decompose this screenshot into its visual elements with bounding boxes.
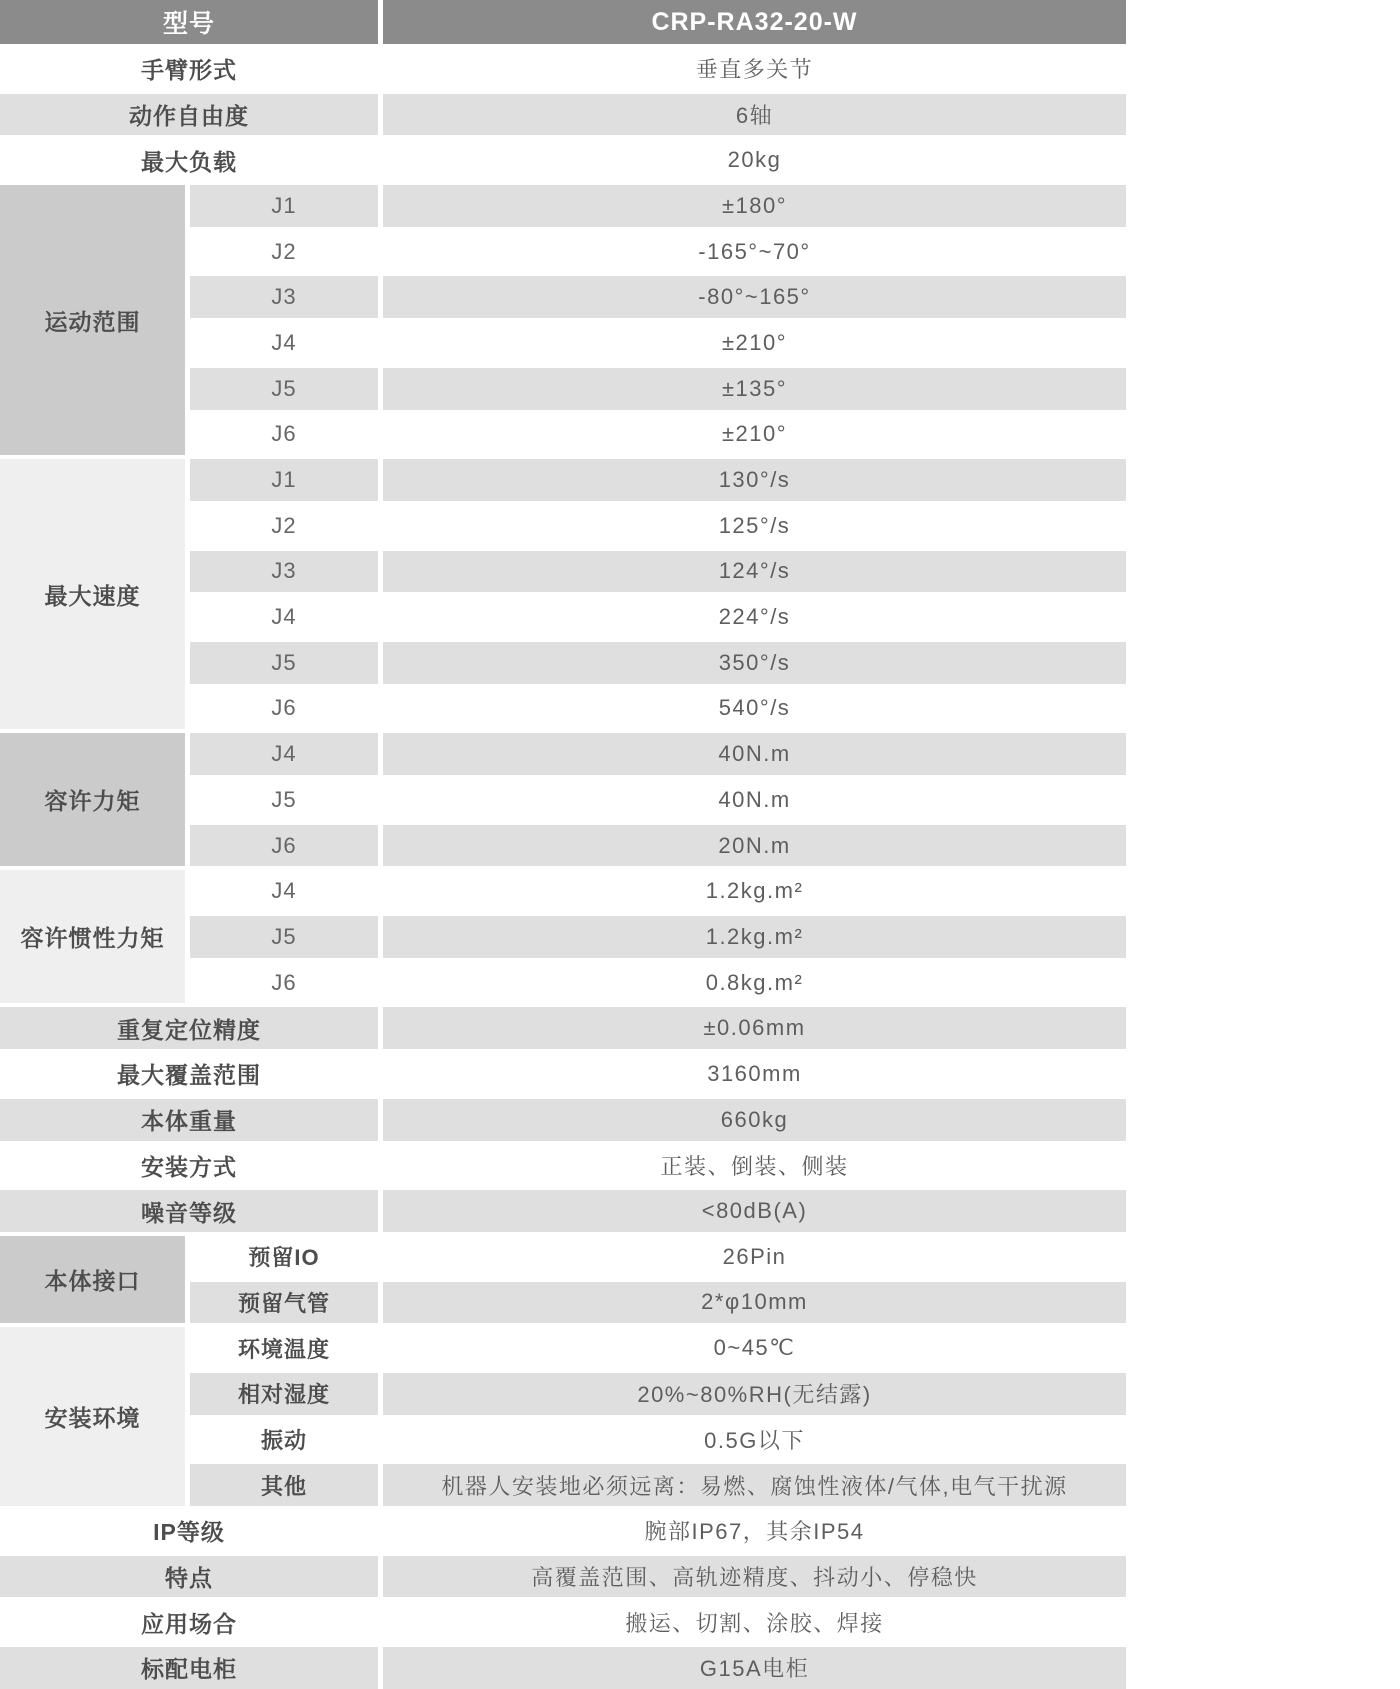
row-value: 20%~80%RH(无结露) [383,1373,1126,1415]
row-sublabel: J5 [190,368,378,410]
row-value: 130°/s [383,459,1126,501]
row-value: 40N.m [383,733,1126,775]
row-sublabel: J5 [271,786,297,812]
row-value: 正装、倒装、侧装 [660,1153,849,1179]
row-sublabel: J4 [271,604,297,630]
row-value: 125°/s [718,512,791,538]
row-value: ±210° [721,421,788,447]
row-value: ±135° [383,368,1126,410]
row-sublabel: J3 [190,276,378,318]
row-label: 安装方式 [141,1153,237,1180]
row-value: 0.8kg.m² [705,969,804,995]
group-label-install-env: 安装环境 [0,1327,185,1506]
row-sublabel: 环境温度 [237,1336,330,1362]
row-value: 1.2kg.m² [705,878,804,904]
row-value: 540°/s [718,695,791,721]
row-sublabel: J3 [190,551,378,593]
row-sublabel: J6 [271,969,297,995]
row-value: 腕部IP67，其余IP54 [644,1519,865,1545]
row-value: 224°/s [718,604,791,630]
row-sublabel: J5 [190,642,378,684]
group-label-body-interface: 本体接口 [0,1236,185,1323]
row-label: 动作自由度 [0,94,378,136]
row-value: 1.2kg.m² [383,916,1126,958]
row-sublabel: 相对湿度 [190,1373,378,1415]
group-label-allowable-torque: 容许力矩 [0,733,185,866]
row-sublabel: J5 [190,916,378,958]
header-model-label: 型号 [0,0,378,44]
row-value: 0.5G以下 [704,1427,805,1453]
header-model-value: CRP-RA32-20-W [383,0,1126,44]
row-label: 重复定位精度 [0,1007,378,1049]
row-value: 搬运、切割、涂胶、焊接 [625,1610,884,1636]
row-value: 26Pin [722,1243,787,1269]
row-value: <80dB(A) [383,1190,1126,1232]
row-sublabel: J4 [271,878,297,904]
row-sublabel: J1 [190,185,378,227]
row-sublabel: 预留气管 [190,1282,378,1324]
row-value: 垂直多关节 [695,57,814,83]
row-value: -80°~165° [383,276,1126,318]
row-sublabel: 振动 [260,1427,307,1453]
row-label: 标配电柜 [0,1647,378,1689]
row-label: 最大覆盖范围 [117,1062,261,1089]
row-sublabel: 其他 [190,1464,378,1506]
row-value: ±180° [383,185,1126,227]
row-value: 20N.m [383,825,1126,867]
row-label: 本体重量 [0,1099,378,1141]
row-label: 最大负载 [141,148,237,175]
row-sublabel: J1 [190,459,378,501]
row-label: 手臂形式 [141,57,237,84]
row-value: 3160mm [707,1060,802,1086]
row-value: 350°/s [383,642,1126,684]
row-sublabel: J6 [190,825,378,867]
row-sublabel: J6 [271,695,297,721]
row-label: IP等级 [153,1519,225,1546]
row-value: 高覆盖范围、高轨迹精度、抖动小、停稳快 [383,1556,1126,1598]
row-value: -165°~70° [698,238,811,264]
group-label-max-speed: 最大速度 [0,459,185,729]
group-label-motion-range: 运动范围 [0,185,185,455]
row-value: ±0.06mm [383,1007,1126,1049]
row-value: 0~45℃ [713,1335,796,1361]
row-value: 机器人安装地必须远离：易燃、腐蚀性液体/气体,电气干扰源 [383,1464,1126,1506]
row-value: 2*φ10mm [383,1282,1126,1324]
row-label: 噪音等级 [0,1190,378,1232]
row-sublabel: J6 [271,421,297,447]
row-value: 6轴 [383,94,1126,136]
row-value: 124°/s [383,551,1126,593]
row-sublabel: J4 [271,329,297,355]
row-label: 特点 [0,1556,378,1598]
row-value: ±210° [721,329,788,355]
row-sublabel: J2 [271,238,297,264]
row-value: G15A电柜 [383,1647,1126,1689]
row-sublabel: J4 [190,733,378,775]
row-value: 660kg [383,1099,1126,1141]
row-value: 40N.m [718,786,791,812]
group-label-allowable-inertia: 容许惯性力矩 [0,870,185,1003]
row-value: 20kg [727,147,782,173]
row-sublabel: 预留IO [248,1245,320,1271]
row-label: 应用场合 [141,1610,237,1637]
row-sublabel: J2 [271,512,297,538]
